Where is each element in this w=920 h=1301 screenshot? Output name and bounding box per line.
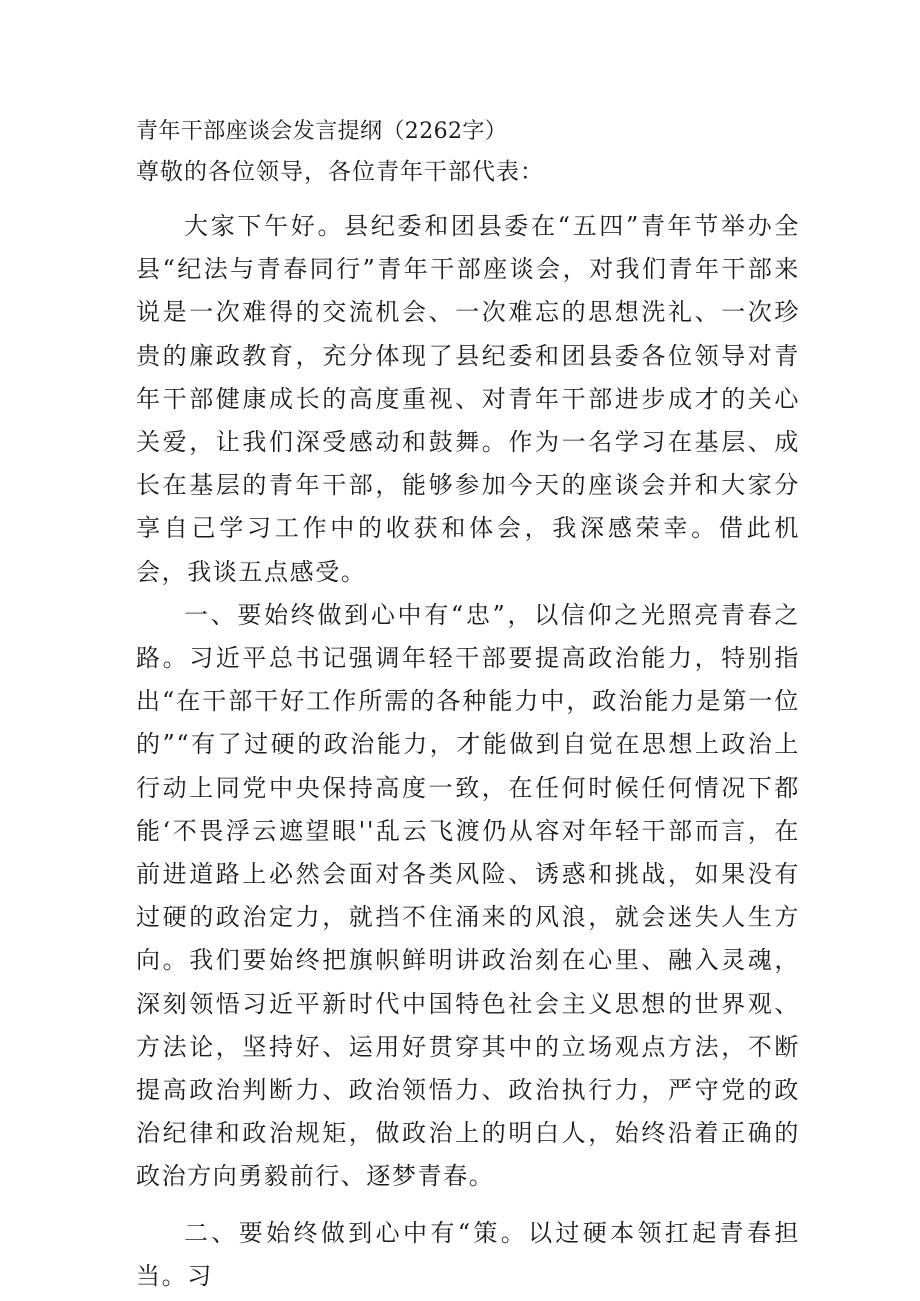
salutation: 尊敬的各位领导，各位青年干部代表： xyxy=(136,159,544,185)
document-body xyxy=(136,112,800,1298)
paragraph-point-two: 二、要始终做到心中有“策。以过硬本领扛起青春担当。习 xyxy=(136,1218,800,1290)
paragraph-point-one: 一、要始终做到心中有“忠”，以信仰之光照亮青春之路。习近平总书记强调年轻干部要提高政治能力，特别指出“在干部干好工作所需的各种能力中，政治能力是第一位的”“有了过硬的政治能力，才能做到自觉在思想上政治上行动上同党中央保持高度一致，在任何时候任何情况下都能‘不畏浮云遮望眼''乱云飞渡仍从容对年轻干部而言，在前进道路上必然会面对各类风险、诱惑和挑战，如果没有过硬的政治定力，就挡不住涌来的风浪，就会迷失人生方向。我们要始终把旗帜鲜明讲政治刻在心里、融入灵魂，深刻领悟习近平新时代中国特色社会主义思想的世界观、方法论，坚持好、运用好贯穿其中的立场观点方法，不断提高政治判断力、政治领悟力、政治执行力，严守党的政治纪律和政治规矩，做政治上的明白人，始终沿着正确的政治方向勇毅前行、逐梦青春。 xyxy=(136,600,800,1191)
document-title: 青年干部座谈会发言提纲（2262字） xyxy=(136,119,508,144)
paragraph-opening: 大家下午好。县纪委和团县委在“五四”青年节举办全县“纪法与青春同行”青年干部座谈会，对我们青年干部来说是一次难得的交流机会、一次难忘的思想洗礼、一次珍贵的廉政教育，充分体现了县纪委和团县委各位领导对青年干部健康成长的高度重视、对青年干部进步成才的关心关爱，让我们深受感动和鼓舞。作为一名学习在基层、成长在基层的青年干部，能够参加今天的座谈会并和大家分享自己学习工作中的收获和体会，我深感荣幸。借此机会，我谈五点感受。 xyxy=(136,212,800,586)
